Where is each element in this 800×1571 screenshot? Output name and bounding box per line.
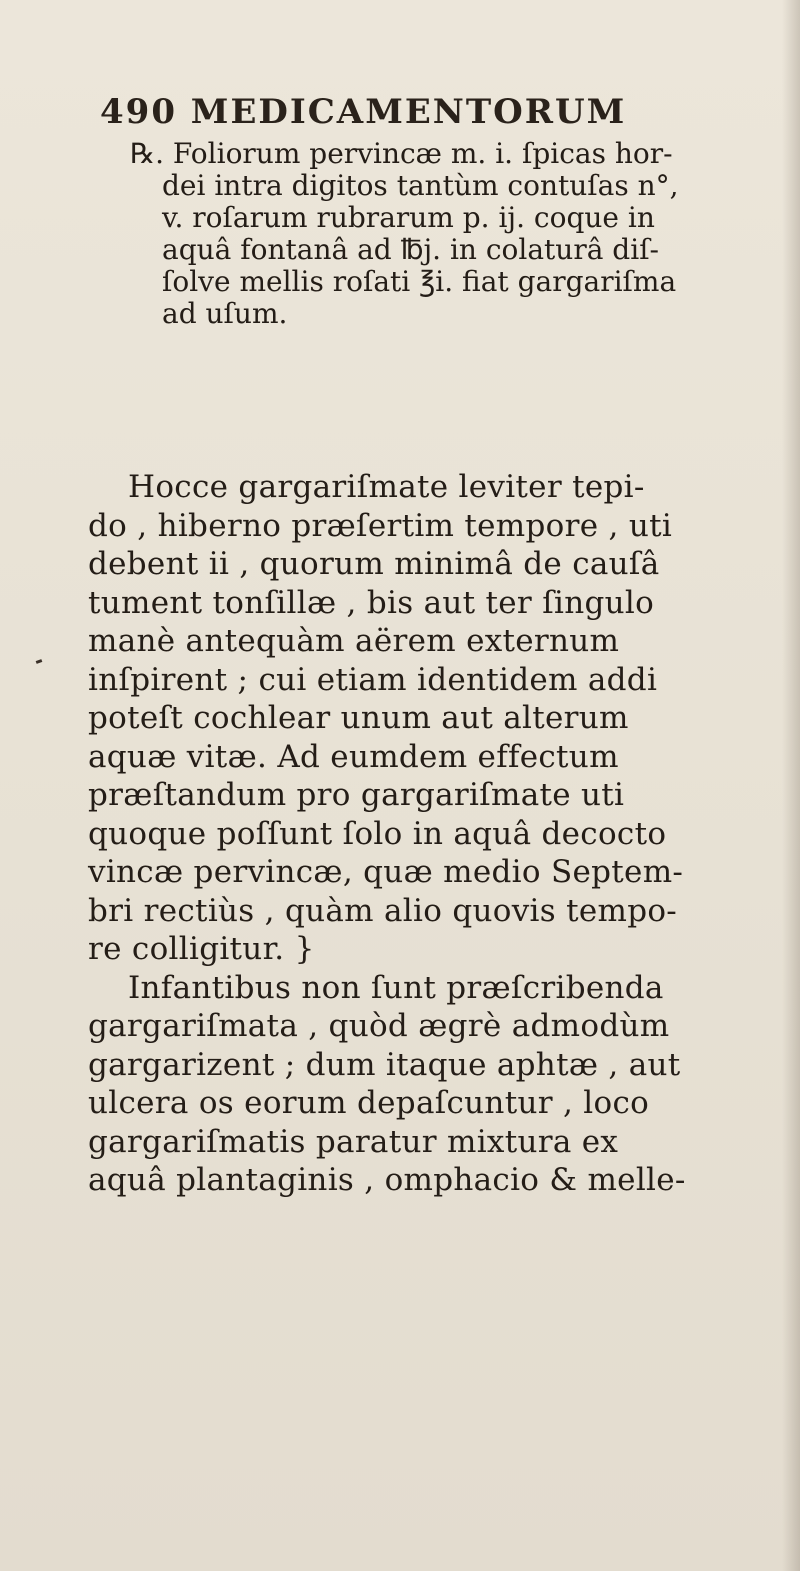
page-edge-shadow <box>782 0 800 1571</box>
paragraph-1-line: præſtandum pro gargariſmate uti <box>88 777 625 813</box>
recipe-line: ℞. Foliorum pervincæ m. i. ſpicas hor- <box>130 137 673 170</box>
paragraph-1-line: debent ii , quorum minimâ de cauſâ <box>88 546 660 582</box>
margin-mark <box>36 659 43 664</box>
paragraph-1-line: vincæ pervincæ, quæ medio Septem- <box>88 854 684 890</box>
paragraph-1-line: inſpirent ; cui etiam identidem addi <box>88 661 658 698</box>
paragraph-2-line: ulcera os eorum depaſcuntur , loco <box>88 1085 650 1121</box>
paragraph-1-line: bri rectiùs , quàm alio quovis tempo- <box>88 892 678 929</box>
recipe-line: dei intra digitos tantùm contuſas n°, <box>162 169 679 202</box>
recipe-block <box>130 138 770 330</box>
paragraph-2-line: aquâ plantaginis , omphacio & melle- <box>88 1162 686 1198</box>
paragraph-1-line: tument tonſillæ , bis aut ter ſingulo <box>88 584 655 621</box>
recipe-line: ad uſum. <box>162 297 288 330</box>
paragraph-2-line: gargariſmata , quòd ægrè admodùm <box>88 1008 670 1044</box>
paragraph-2-line: gargariſmatis paratur mixtura ex <box>88 1123 619 1160</box>
paragraph-1-line: do , hiberno præſertim tempore , uti <box>88 507 673 544</box>
recipe-line: aquâ fontanâ ad ℔j. in colaturâ diſ- <box>162 233 660 266</box>
body-text <box>88 468 778 1200</box>
paragraph-1-line: Hocce gargariſmate leviter tepi- <box>128 469 645 505</box>
running-head: 490 MEDICAMENTORUM <box>100 92 627 132</box>
recipe-line: ſolve mellis roſati ℥i. fiat gargariſma <box>162 265 677 298</box>
paragraph-1-line: re colligitur. } <box>88 931 315 967</box>
recipe-line: v. roſarum rubrarum p. ij. coque in <box>162 201 655 234</box>
paragraph-1-line: manè antequàm aërem externum <box>88 623 620 659</box>
paragraph-2-line: Infantibus non ſunt præſcribenda <box>128 969 664 1006</box>
paragraph-1-line: aquæ vitæ. Ad eumdem effectum <box>88 738 619 775</box>
paragraph-1-line: quoque poſſunt ſolo in aquâ decocto <box>88 815 667 852</box>
paragraph-1-line: poteſt cochlear unum aut alterum <box>88 700 629 736</box>
paragraph-2-line: gargarizent ; dum itaque aphtæ , aut <box>88 1046 681 1083</box>
